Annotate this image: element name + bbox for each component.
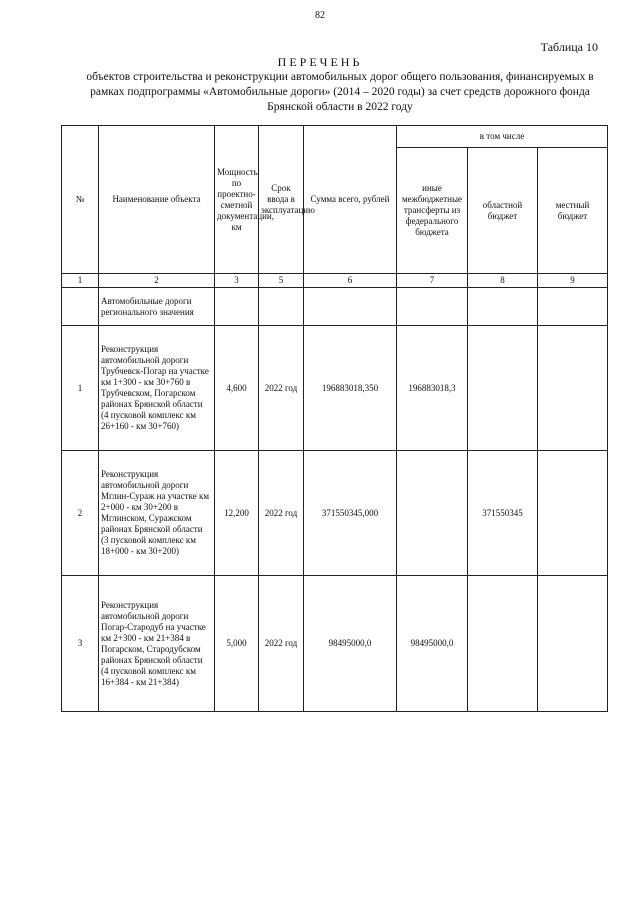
row-term: 2022 год [259, 576, 304, 712]
row-capacity: 4,600 [215, 326, 259, 451]
row-federal [397, 451, 468, 576]
row-num: 3 [62, 576, 99, 712]
row-regional [468, 576, 538, 712]
row-name: Реконструкция автомобильной дороги Трубчевск-Погар на участке км 1+300 - км 30+760 в Трубчевском, Погарском районах Брянской области (4 пусковой комплекс км 26+160 - км 30+760) [99, 326, 215, 451]
row-total: 196883018,350 [304, 326, 397, 451]
column-number: 2 [99, 274, 215, 288]
row-regional [468, 326, 538, 451]
header-num: № [62, 126, 99, 274]
header-capacity: Мощность по проектно-сметной документации, км [215, 126, 259, 274]
row-capacity: 12,200 [215, 451, 259, 576]
row-local [538, 451, 608, 576]
column-number: 6 [304, 274, 397, 288]
row-federal: 98495000,0 [397, 576, 468, 712]
column-number: 9 [538, 274, 608, 288]
row-federal: 196883018,3 [397, 326, 468, 451]
table-row [62, 451, 608, 576]
header-total: Сумма всего, рублей [304, 126, 397, 274]
objects-table [61, 125, 608, 712]
row-total: 98495000,0 [304, 576, 397, 712]
column-number: 1 [62, 274, 99, 288]
row-regional: 371550345 [468, 451, 538, 576]
header-local: местный бюджет [538, 148, 608, 274]
row-local [538, 576, 608, 712]
document-title: ПЕРЕЧЕНЬ [277, 55, 363, 69]
row-name: Реконструкция автомобильной дороги Мглин-Сураж на участке км 2+000 - км 30+200 в Мглинском, Суражском районах Брянской области (3 пусковой комплекс км 18+000 - км 30+200) [99, 451, 215, 576]
page-number: 82 [315, 10, 325, 21]
row-num: 2 [62, 451, 99, 576]
column-numbers-row [62, 274, 608, 288]
row-term: 2022 год [259, 326, 304, 451]
table-row [62, 326, 608, 451]
column-number: 5 [259, 274, 304, 288]
row-num: 1 [62, 326, 99, 451]
row-name: Реконструкция автомобильной дороги Погар-Стародуб на участке км 2+300 - км 21+384 в Погарском, Стародубском районах Брянской области (4 пусковой комплекс км 16+384 - км 21+384) [99, 576, 215, 712]
row-term: 2022 год [259, 451, 304, 576]
column-number: 8 [468, 274, 538, 288]
section-row [62, 288, 608, 326]
header-name: Наименование объекта [99, 126, 215, 274]
column-number: 7 [397, 274, 468, 288]
row-total: 371550345,000 [304, 451, 397, 576]
row-capacity: 5,000 [215, 576, 259, 712]
table-row [62, 576, 608, 712]
document-subtitle: объектов строительства и реконструкции автомобильных дорог общего пользования, финансируемых в рамках подпрограммы «Автомобильные дороги» (2014 – 2020 годы) за счет средств дорожного фонда Брянской области в 2022 году [86, 71, 594, 113]
section-label: Автомобильные дороги регионального значения [99, 288, 215, 326]
header-federal: иные межбюджетные трансферты из федерального бюджета [397, 148, 468, 274]
header-term: Срок ввода в эксплуатацию [259, 126, 304, 274]
row-local [538, 326, 608, 451]
table-label: Таблица 10 [540, 40, 598, 54]
header-including: в том числе [397, 126, 608, 148]
column-number: 3 [215, 274, 259, 288]
header-regional: областной бюджет [468, 148, 538, 274]
